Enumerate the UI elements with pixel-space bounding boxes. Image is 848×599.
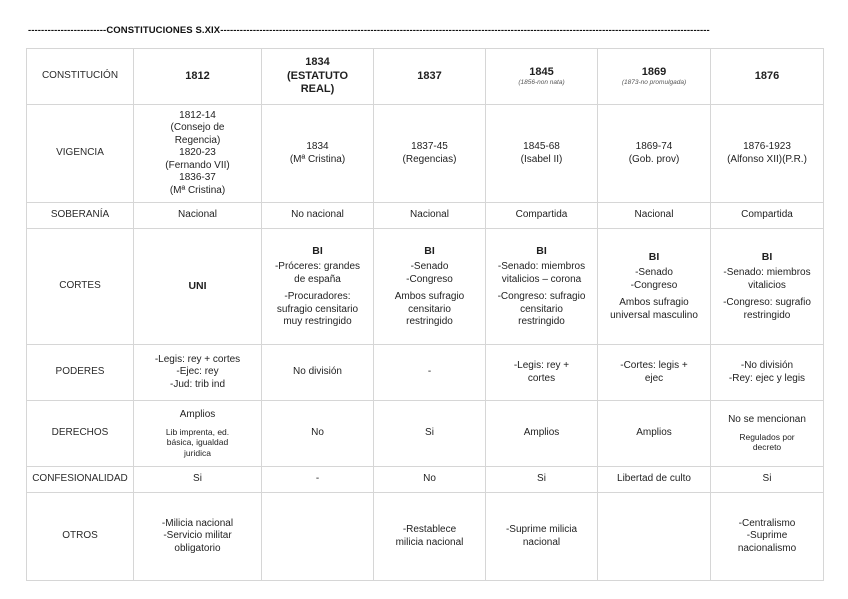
confesionalidad-1837: No [374,467,486,493]
otros-1876: -Centralismo -Suprime nacionalismo [711,493,824,581]
vigencia-1876: 1876-1923 (Alfonso XII)(P.R.) [711,105,824,203]
otros-1834 [262,493,374,581]
header-1812: 1812 [134,49,262,105]
confesionalidad-1869: Libertad de culto [598,467,711,493]
confesionalidad-row [27,467,824,493]
vigencia-1834: 1834 (Mª Cristina) [262,105,374,203]
vigencia-1845: 1845-68 (Isabel II) [486,105,598,203]
derechos-1837: Si [374,401,486,467]
header-1869: 1869 (1873-no promulgada) [598,49,711,105]
vigencia-row [27,105,824,203]
poderes-row [27,345,824,401]
confesionalidad-1845: Si [486,467,598,493]
constitutions-table [26,48,824,581]
header-1834-text: 1834 (ESTATUTO REAL) [286,56,349,96]
derechos-1834: No [262,401,374,467]
soberania-label: SOBERANÍA [27,203,134,229]
header-label: CONSTITUCIÓN [27,49,134,105]
otros-1812: -Milicia nacional -Servicio militar obligatorio [134,493,262,581]
soberania-1845: Compartida [486,203,598,229]
poderes-label: PODERES [27,345,134,401]
otros-1869 [598,493,711,581]
cortes-1876: BI -Senado: miembros vitalicios -Congreso: sugrafio restringido [711,229,824,345]
header-1845-note: (1856-non nata) [518,78,565,86]
soberania-1837: Nacional [374,203,486,229]
soberania-1869: Nacional [598,203,711,229]
header-1837: 1837 [374,49,486,105]
cortes-1845: BI -Senado: miembros vitalicios – corona -Congreso: sufragio censitario restringido [486,229,598,345]
header-row [27,49,824,105]
derechos-1845: Amplios [486,401,598,467]
derechos-row [27,401,824,467]
soberania-1834: No nacional [262,203,374,229]
confesionalidad-1812: Si [134,467,262,493]
cortes-1869: BI -Senado -Congreso Ambos sufragio universal masculino [598,229,711,345]
document-title: ------------------------CONSTITUCIONES S.XIX------------------------------------------------------------------------------------------------------------------------------------------------------ [28,25,710,36]
otros-row [27,493,824,581]
otros-label: OTROS [27,493,134,581]
vigencia-1837: 1837-45 (Regencias) [374,105,486,203]
otros-1845: -Suprime milicia nacional [486,493,598,581]
cortes-1837: BI -Senado -Congreso Ambos sufragio censitario restringido [374,229,486,345]
soberania-1812: Nacional [134,203,262,229]
poderes-1834: No división [262,345,374,401]
poderes-1845: -Legis: rey + cortes [486,345,598,401]
header-1834 [262,49,374,105]
poderes-1869: -Cortes: legis + ejec [598,345,711,401]
cortes-1834: BI -Próceres: grandes de españa -Procuradores: sufragio censitario muy restringido [262,229,374,345]
derechos-1812: Amplios Lib imprenta, ed. básica, igualdad juridica [134,401,262,467]
vigencia-label: VIGENCIA [27,105,134,203]
derechos-label: DERECHOS [27,401,134,467]
cortes-1812: UNI [134,229,262,345]
confesionalidad-1834: - [262,467,374,493]
derechos-1876: No se mencionan Regulados por decreto [711,401,824,467]
vigencia-1869: 1869-74 (Gob. prov) [598,105,711,203]
poderes-1876: -No división -Rey: ejec y legis [711,345,824,401]
otros-1837: -Restablece milicia nacional [374,493,486,581]
derechos-1869: Amplios [598,401,711,467]
poderes-1837: - [374,345,486,401]
vigencia-1812: 1812-14 (Consejo de Regencia) 1820-23 (Fernando VII) 1836-37 (Mª Cristina) [134,105,262,203]
soberania-1876: Compartida [711,203,824,229]
cortes-row [27,229,824,345]
header-1876: 1876 [711,49,824,105]
soberania-row [27,203,824,229]
header-1845: 1845 (1856-non nata) [486,49,598,105]
cortes-label: CORTES [27,229,134,345]
poderes-1812: -Legis: rey + cortes -Ejec: rey -Jud: trib ind [134,345,262,401]
header-1869-note: (1873-no promulgada) [621,78,687,86]
confesionalidad-1876: Si [711,467,824,493]
confesionalidad-label: CONFESIONALIDAD [27,467,134,493]
